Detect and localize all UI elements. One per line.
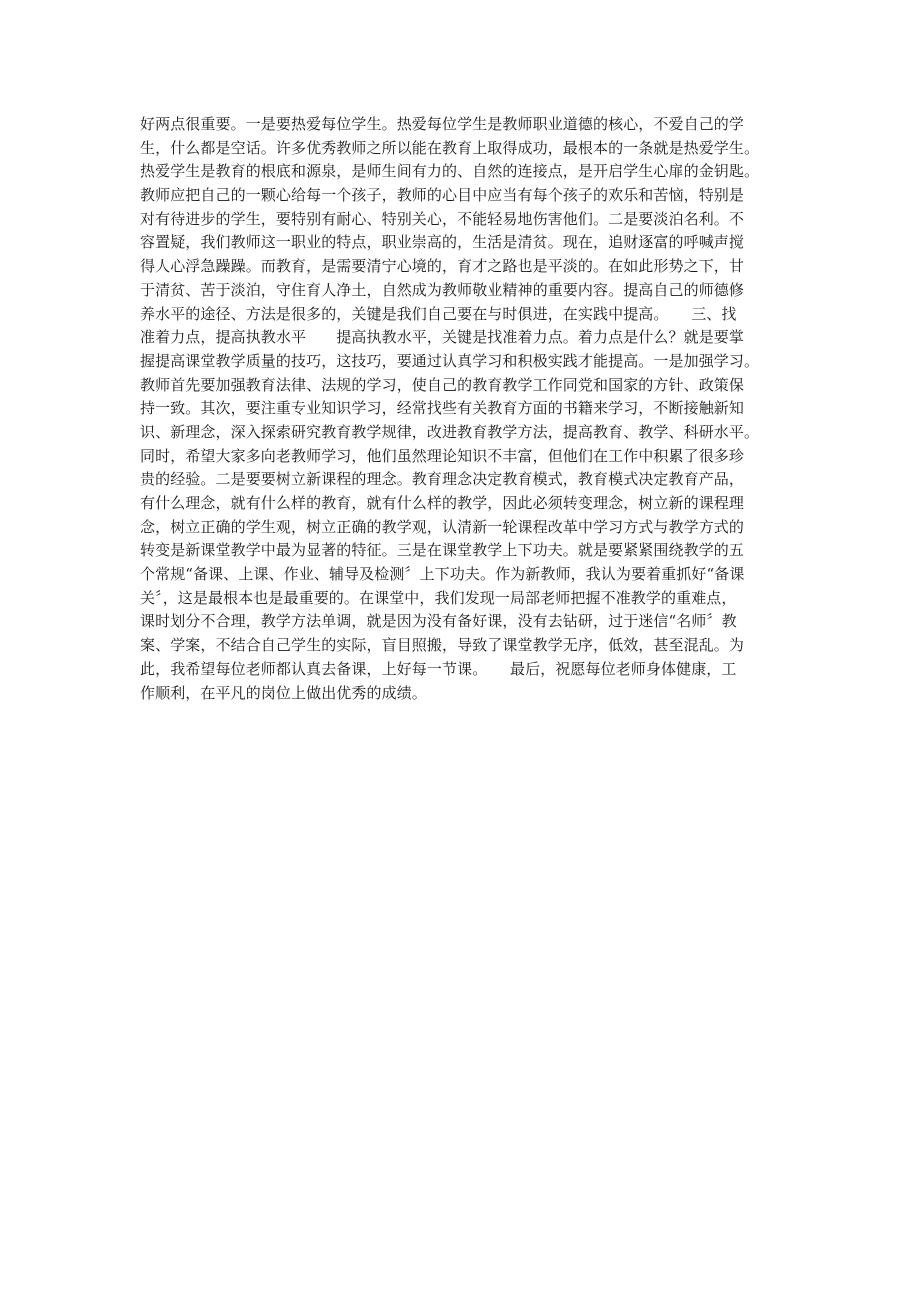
text-line: 握提高课堂教学质量的技巧，这技巧，要通过认真学习和积极实践才能提高。一是加强学习。 xyxy=(140,351,760,370)
text-line: 个常规“备课、上课、作业、辅导及检测〞上下功夫。作为新教师，我认为要着重抓好“备课 xyxy=(140,565,745,584)
text-line: 教师应把自己的一颗心给每一个孩子，教师的心目中应当有每个孩子的欢乐和苦恼，特别是 xyxy=(140,186,745,205)
text-line: 容置疑，我们教师这一职业的特点，职业崇高的，生活是清贫。现在，追财逐富的呼喊声搅 xyxy=(140,233,745,252)
text-line: 贵的经验。二是要要树立新课程的理念。教育理念决定教育模式，教育模式决定教育产品， xyxy=(140,470,745,489)
text-line: 作顺利，在平凡的岗位上做出优秀的成绩。 xyxy=(140,683,427,702)
text-line: 转变是新课堂教学中最为显著的特征。三是在课堂教学上下功夫。就是要紧紧围绕教学的五 xyxy=(140,541,745,560)
text-line: 案、学案，不结合自己学生的实际，盲目照搬，导致了课堂教学无序，低效，甚至混乱。为 xyxy=(140,636,745,655)
text-line: 识、新理念，深入探索研究教育教学规律，改进教育教学方法，提高教育、教学、科研水平。 xyxy=(140,422,760,441)
text-line: 于清贫、苦于淡泊，守住育人净土，自然成为教师敬业精神的重要内容。提高自己的师德修 xyxy=(140,280,745,299)
text-line: 关〞，这是最根本也是最重要的。在课堂中，我们发现一局部老师把握不准教学的重难点， xyxy=(140,588,737,607)
text-line: 热爱学生是教育的根底和源泉，是师生间有力的、自然的连接点，是开启学生心扉的金钥匙。 xyxy=(140,162,760,181)
text-line: 持一致。其次，要注重专业知识学习，经常找些有关教育方面的书籍来学习，不断接触新知 xyxy=(140,399,745,418)
text-line: 课时划分不合理，教学方法单调，就是因为没有备好课，没有去钻研，过于迷信“名师〞教 xyxy=(140,612,737,631)
text-line: 好两点很重要。一是要热爱每位学生。热爱每位学生是教师职业道德的核心，不爱自己的学 xyxy=(140,115,745,133)
text-line: 同时，希望大家多向老教师学习，他们虽然理论知识不丰富，但他们在工作中积累了很多珍 xyxy=(140,446,745,465)
text-line: 养水平的途径、方法是很多的，关键是我们自己要在与时俱进，在实践中提高。 三、找 xyxy=(140,304,737,323)
text-line: 教师首先要加强教育法律、法规的学习，使自己的教育教学工作同党和国家的方针、政策保 xyxy=(140,375,745,394)
body-text xyxy=(140,113,810,705)
text-line: 有什么理念，就有什么样的教育，就有什么样的教学，因此必须转变理念，树立新的课程理 xyxy=(140,494,745,512)
text-line: 念，树立正确的学生观，树立正确的教学观，认清新一轮课程改革中学习方式与教学方式的 xyxy=(140,517,745,536)
text-line: 生，什么都是空话。许多优秀教师之所以能在教育上取得成功，最根本的一条就是热爱学生。 xyxy=(140,138,760,157)
text-line: 得人心浮急躁躁。而教育，是需要清宁心境的，育才之路也是平淡的。在如此形势之下，甘 xyxy=(140,257,745,276)
text-line: 准着力点，提高执教水平 提高执教水平，关键是找准着力点。着力点是什么？就是要掌 xyxy=(140,328,745,347)
text-line: 对有待进步的学生，要特别有耐心、特别关心，不能轻易地伤害他们。二是要淡泊名利。不 xyxy=(140,209,745,228)
text-line: 此，我希望每位老师都认真去备课，上好每一节课。 最后，祝愿每位老师身体健康，工 xyxy=(140,659,737,678)
